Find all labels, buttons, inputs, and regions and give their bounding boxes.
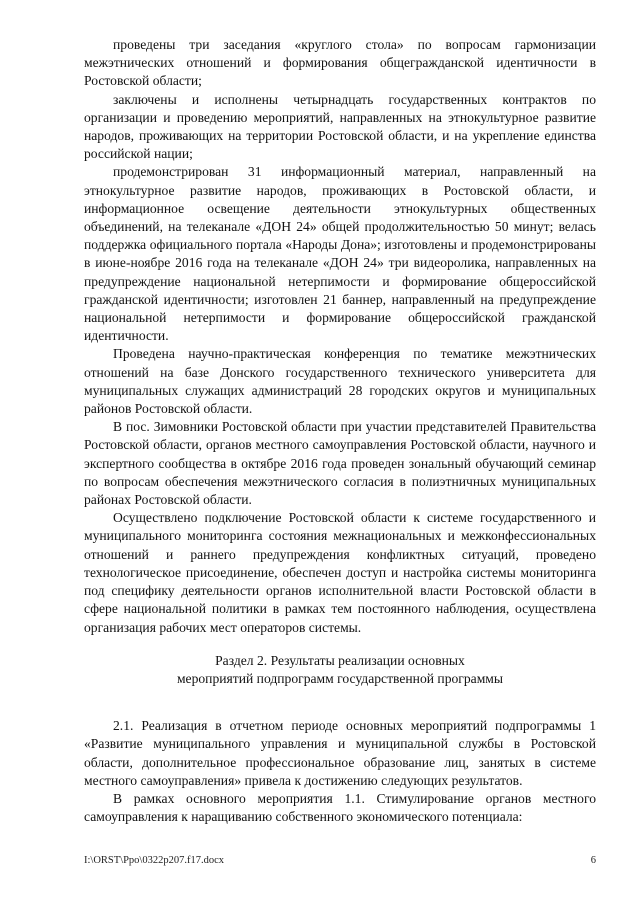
paragraph: 2.1. Реализация в отчетном периоде основных мероприятий подпрограммы 1 «Развитие муниципального управления и муниципальной службы в Ростовской области, дополнительное профессиональное образование лиц, занятых в системе местного самоуправления» привела к достижению следующих результатов.: [84, 718, 596, 788]
paragraph: Осуществлено подключение Ростовской области к системе государственного и муниципального мониторинга состояния межнациональных и межконфессиональных отношений и раннего предупреждения конфликтных ситуаций, проведено технологическое присоединение, обеспечен доступ и настройка системы мониторинга под специфику деятельности органов исполнительной власти Ростовской области в сфере национальной политики в рамках тем постоянного наблюдения, осуществлена организация рабочих мест операторов системы.: [84, 510, 596, 635]
paragraph: В пос. Зимовники Ростовской области при участии представителей Правительства Ростовской области, органов местного самоуправления Ростовской области, научного и экспертного сообщества в октябре 2016 года проведен зональный обучающий семинар по вопросам обеспечения межэтнического согласия в полиэтничных муниципальных районах Ростовской области.: [84, 419, 596, 508]
section-heading-line: мероприятий подпрограмм государственной программы: [176, 670, 504, 686]
footer-file-path: I:\ORST\Ppo\0322p207.f17.docx: [84, 855, 225, 866]
document-body: [84, 36, 596, 826]
paragraph: продемонстрирован 31 информационный материал, направленный на этнокультурное развитие народов, проживающих в Ростовской области, и информационное освещение деятельности этнокультурных общественных объединений, на телеканале «ДОН 24» общей продолжительностью 50 минут; велась поддержка официального портала «Народы Дона»; изготовлены и продемонстрированы в июне-ноябре 2016 года на телеканале «ДОН 24» три видеоролика, направленных на предупреждение национальной нетерпимости и формирование общероссийской гражданской идентичности; изготовлен 21 баннер, направленный на предупреждение национальной нетерпимости и формирование общероссийской гражданской идентичности.: [84, 164, 596, 344]
section-heading-line: Раздел 2. Результаты реализации основных: [215, 652, 465, 668]
paragraph: проведены три заседания «круглого стола» по вопросам гармонизации межэтнических отношений и формирования общегражданской идентичности в Ростовской области;: [84, 37, 596, 89]
page-number: 6: [590, 855, 596, 866]
paragraph: Проведена научно-практическая конференция по тематике межэтнических отношений на базе Донского государственного технического университета для муниципальных служащих администраций 28 городских округов и муниципальных районов Ростовской области.: [84, 346, 596, 417]
paragraph: В рамках основного мероприятия 1.1. Стимулирование органов местного самоуправления к наращиванию собственного экономического потенциала:: [84, 790, 596, 825]
paragraph: заключены и исполнены четырнадцать государственных контрактов по организации и проведению мероприятий, направленных на этнокультурное развитие народов, проживающих на территории Ростовской области, и на укрепление единства российской нации;: [84, 91, 596, 162]
section-heading: [84, 652, 596, 688]
